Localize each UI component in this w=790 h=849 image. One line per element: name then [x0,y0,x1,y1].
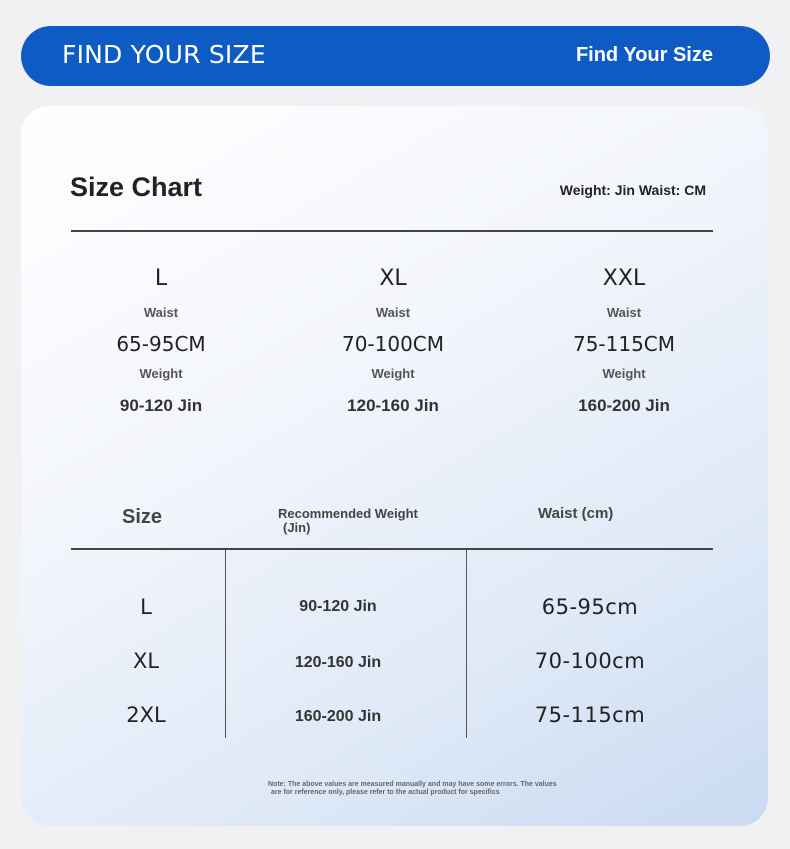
header-size: Size [122,506,163,528]
size-label: XXL [602,266,646,291]
size-column-xl [293,266,493,416]
column-divider [466,550,467,738]
row-waist: 65-95cm [541,595,639,619]
disclaimer-line2: are for reference only, please refer to the actual product for specifics [271,789,500,796]
row-size: 2XL [126,703,166,727]
waist-value: 75-115CM [572,332,676,356]
title-divider [71,230,713,232]
weight-value: 120-160 Jin [347,396,439,415]
column-divider [225,550,226,738]
header-waist: Waist (cm) [538,505,614,522]
size-column-l [61,266,261,416]
row-size: L [140,595,152,619]
waist-value: 70-100CM [341,332,445,356]
header-weight-line1: Recommended Weight [278,506,418,521]
waist-value: 65-95CM [116,332,206,356]
row-weight: 160-200 Jin [294,708,382,725]
row-waist: 70-100cm [534,649,646,673]
header-banner [21,26,770,86]
weight-label: Weight [602,366,646,381]
row-weight: 120-160 Jin [294,654,382,671]
row-waist: 75-115cm [534,703,646,727]
banner-subtitle: Find Your Size [575,44,713,66]
banner-title: FIND YOUR SIZE [62,40,266,69]
size-label: XL [379,266,407,291]
waist-label: Waist [375,305,411,320]
weight-value: 160-200 Jin [578,396,670,415]
header-weight [278,507,418,535]
row-size: XL [132,649,160,673]
size-label: L [154,266,168,291]
weight-label: Weight [371,366,415,381]
waist-label: Waist [143,305,179,320]
size-chart-card [21,106,768,826]
disclaimer-line1: Note: The above values are measured manually and may have some errors. The values [268,781,557,788]
header-weight-line2: (Jin) [283,520,311,535]
disclaimer-note [268,781,628,797]
size-column-xxl [524,266,724,416]
table-header-divider [71,548,713,550]
units-note: Weight: Jin Waist: CM [559,182,706,198]
weight-value: 90-120 Jin [119,396,203,415]
row-weight: 90-120 Jin [299,598,377,615]
weight-label: Weight [139,366,183,381]
chart-title: Size Chart [70,172,203,202]
waist-label: Waist [606,305,642,320]
